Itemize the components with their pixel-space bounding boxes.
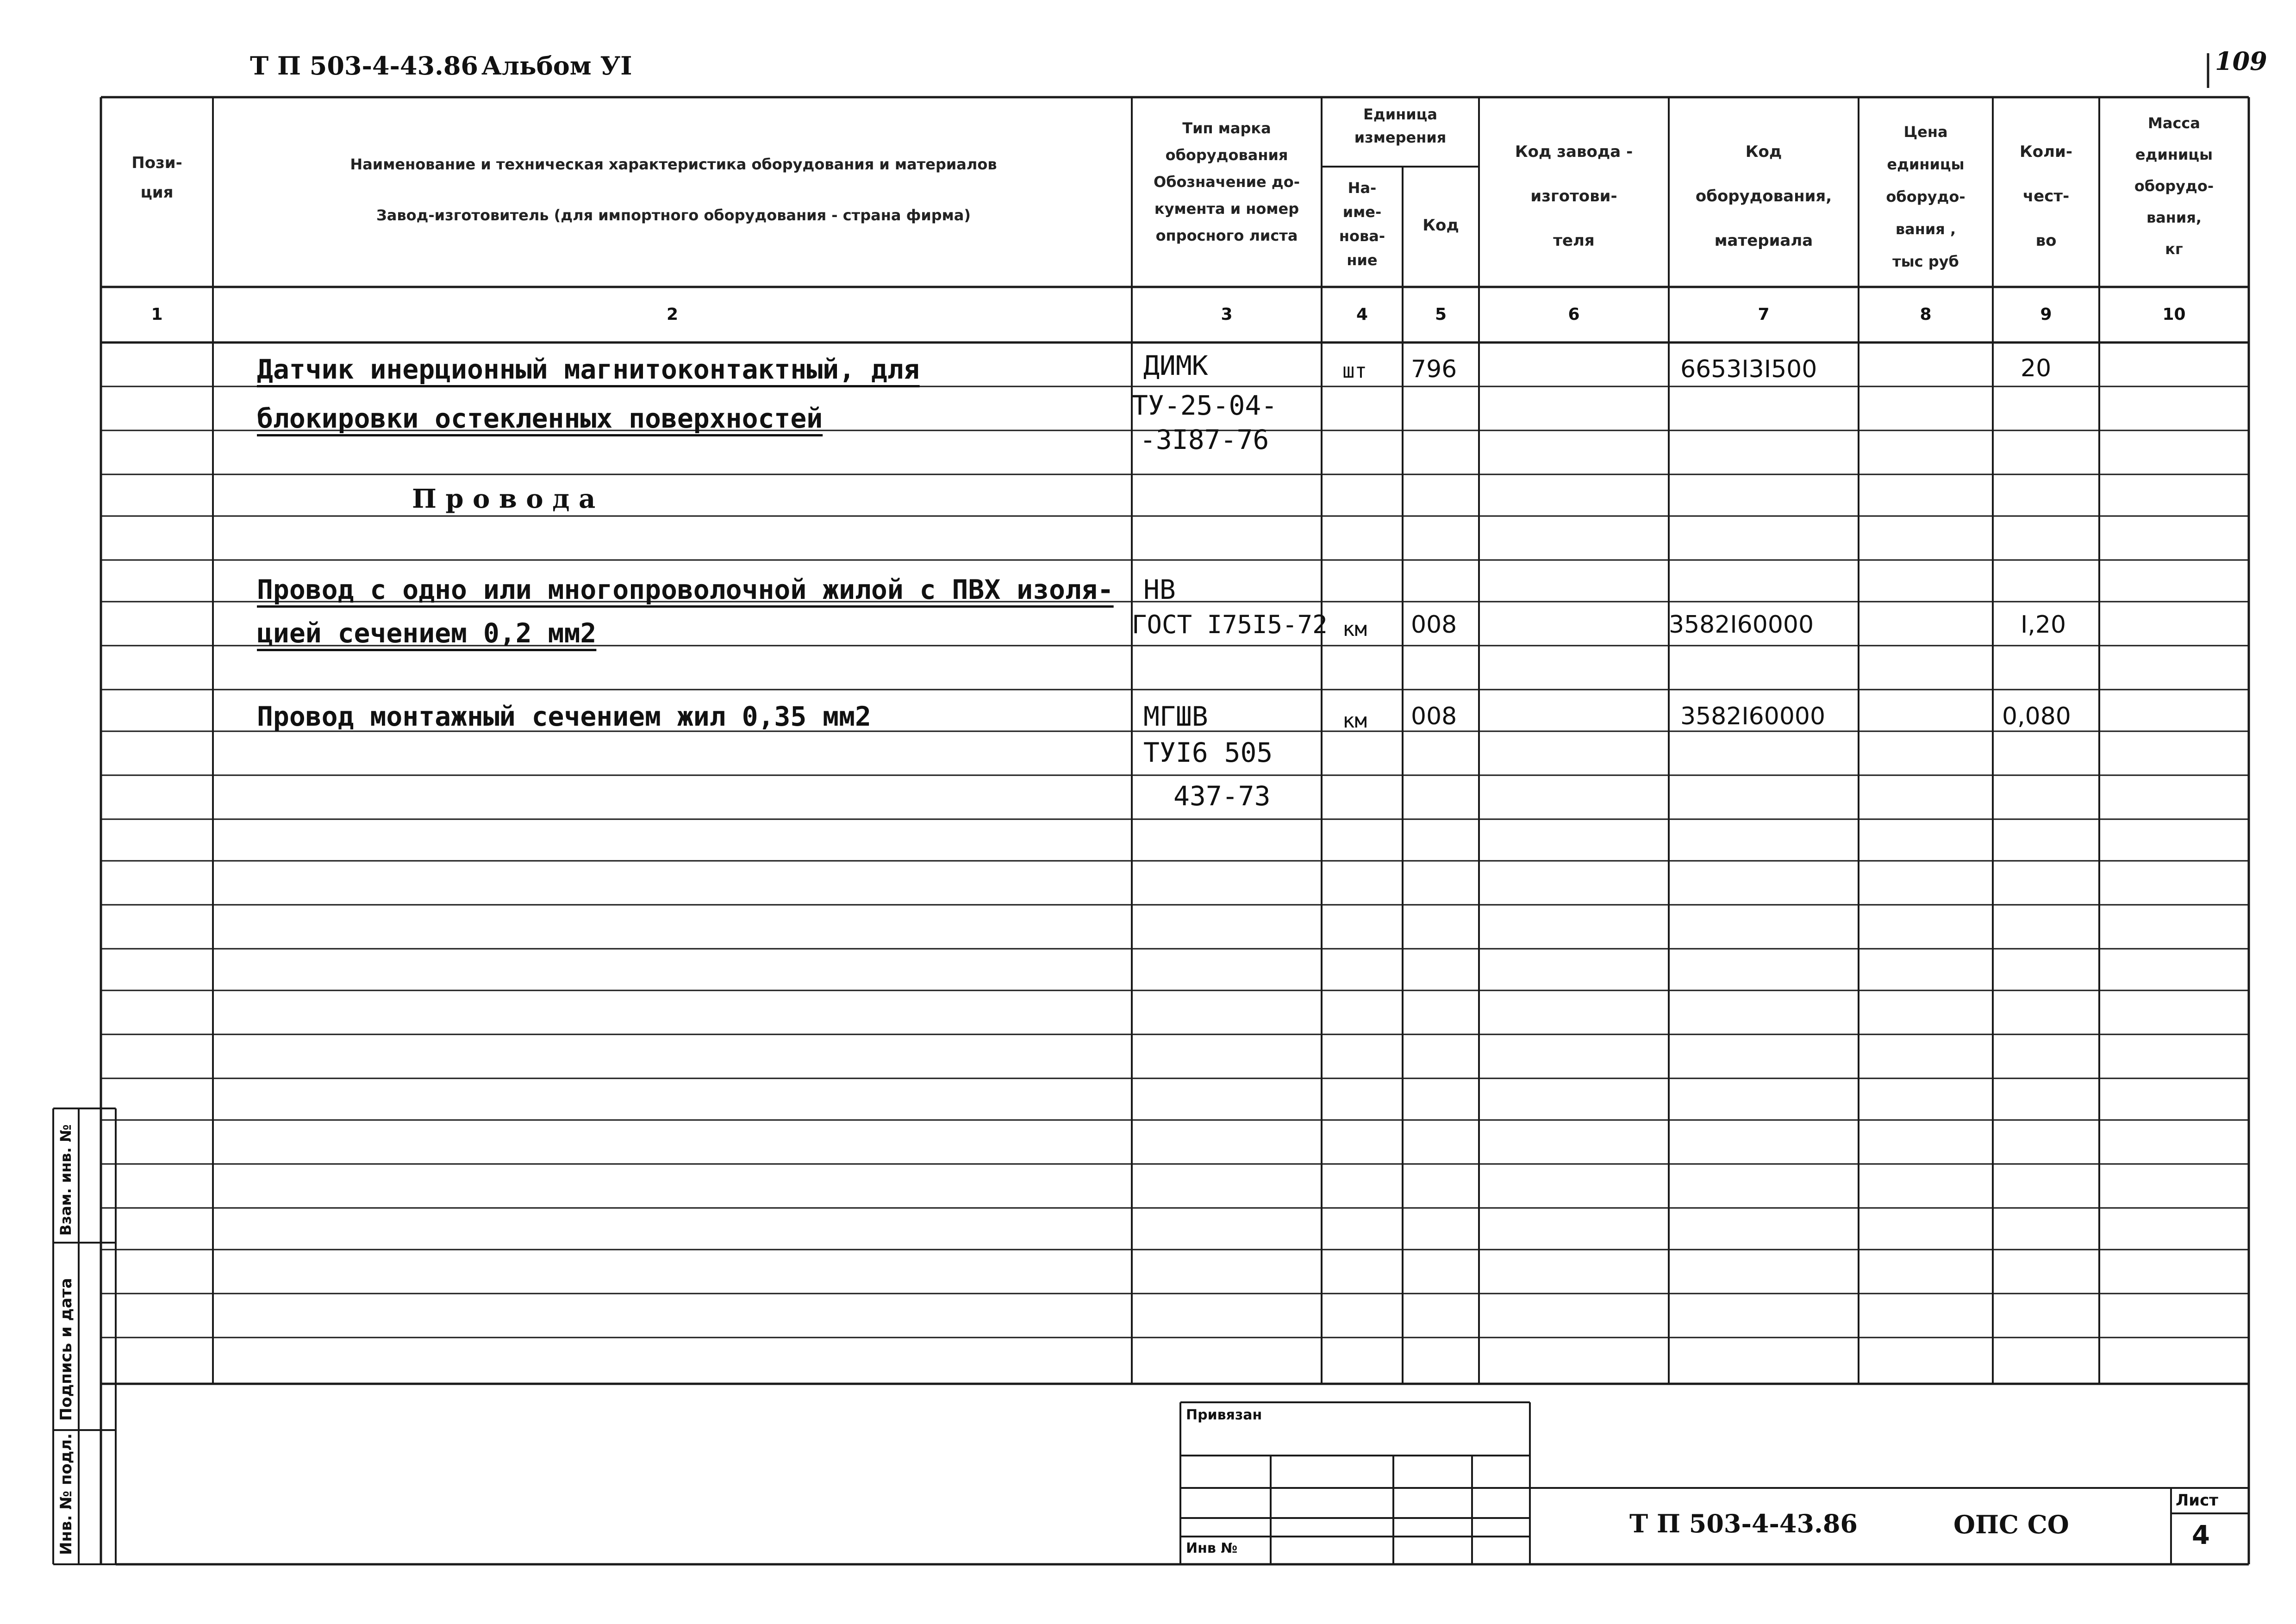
header-quantity: Коли- чест- во [2020, 143, 2072, 250]
side-inv-original: Инв. № подл. [57, 1433, 75, 1555]
row-unit: км [1342, 617, 1367, 641]
row-description: Датчик инерционный магнитоконтактный, для [257, 354, 920, 385]
row-unit-code: 796 [1411, 355, 1457, 383]
row-item-code: 3582I60000 [1669, 611, 1814, 639]
row-type: МГШВ [1143, 701, 1208, 732]
doc-code: Т П 503-4-43.86 [1629, 1509, 1858, 1538]
column-number: 9 [2040, 305, 2052, 324]
stamp-inv-no: Инв № [1186, 1540, 1238, 1556]
row-description: Провод монтажный сечением жил 0,35 мм2 [257, 701, 871, 732]
row-type: ТУI6 505 [1143, 737, 1273, 768]
row-type: НВ [1143, 574, 1176, 605]
row-item-code: 3582I60000 [1680, 703, 1826, 730]
column-number: 8 [1920, 305, 1932, 324]
row-unit: шт [1342, 359, 1367, 383]
column-number: 3 [1221, 305, 1233, 324]
album-label: Альбом УI [481, 51, 632, 81]
page-mark: 109 [2215, 46, 2267, 76]
row-type: ТУ-25-04- [1132, 390, 1278, 421]
drawing-code: Т П 503-4-43.86 [250, 51, 478, 81]
header-type: Тип марка оборудования Обозначение до- кумента и номер опросного листа [1154, 119, 1300, 244]
row-type: ГОСТ I75I5-72 [1132, 610, 1328, 639]
header-price: Цена единицы оборудо- вания , тыс руб [1886, 123, 1965, 270]
row-description: Провод с одно или многопроволочной жилой с ПВХ изоля- [257, 574, 1114, 605]
header-mass: Масса единицы оборудо- вания, кг [2134, 114, 2214, 258]
row-unit-code: 008 [1411, 611, 1457, 639]
column-number: 7 [1758, 305, 1770, 324]
row-type: 437-73 [1173, 780, 1271, 812]
row-quantity: 0,080 [2002, 703, 2071, 730]
sheet-label: Лист [2176, 1491, 2218, 1510]
row-unit: км [1342, 709, 1367, 733]
header-item-code: Код оборудования, материала [1695, 143, 1832, 250]
row-type: -3I87-76 [1140, 424, 1269, 455]
header-position: Пози- ция [131, 154, 182, 202]
section-heading: П р о в о д а [412, 484, 596, 514]
column-number: 1 [151, 305, 163, 324]
doc-type: ОПС СО [1953, 1510, 2069, 1539]
row-quantity: I,20 [2021, 611, 2066, 639]
row-item-code: 6653I3I500 [1680, 355, 1817, 383]
row-unit-code: 008 [1411, 703, 1457, 730]
column-number: 10 [2162, 305, 2186, 324]
column-number: 5 [1435, 305, 1447, 324]
side-replace-inv: Взам. инв. № [57, 1124, 75, 1236]
header-factory-code: Код завода - изготови- теля [1515, 143, 1633, 250]
column-number: 2 [666, 305, 679, 324]
sheet-number: 4 [2192, 1520, 2210, 1550]
header-description: Наименование и техническая характеристика оборудования и материалов Завод-изготовитель (для импортного оборудования - страна фирма) [350, 156, 997, 224]
header-unit-name: На- име- нова- ние [1339, 179, 1385, 269]
column-number: 4 [1356, 305, 1368, 324]
row-description: блокировки остекленных поверхностей [257, 403, 823, 434]
side-sign-date: Подпись и дата [57, 1278, 75, 1421]
header-unit-code: Код [1423, 216, 1459, 235]
column-number: 6 [1568, 305, 1580, 324]
row-description: цией сечением 0,2 мм2 [257, 617, 597, 649]
row-type: ДИМК [1143, 350, 1208, 381]
header-unit-group: Единица измерения [1354, 106, 1447, 146]
stamp-privyazan: Привязан [1186, 1407, 1262, 1423]
row-quantity: 20 [2021, 355, 2052, 382]
